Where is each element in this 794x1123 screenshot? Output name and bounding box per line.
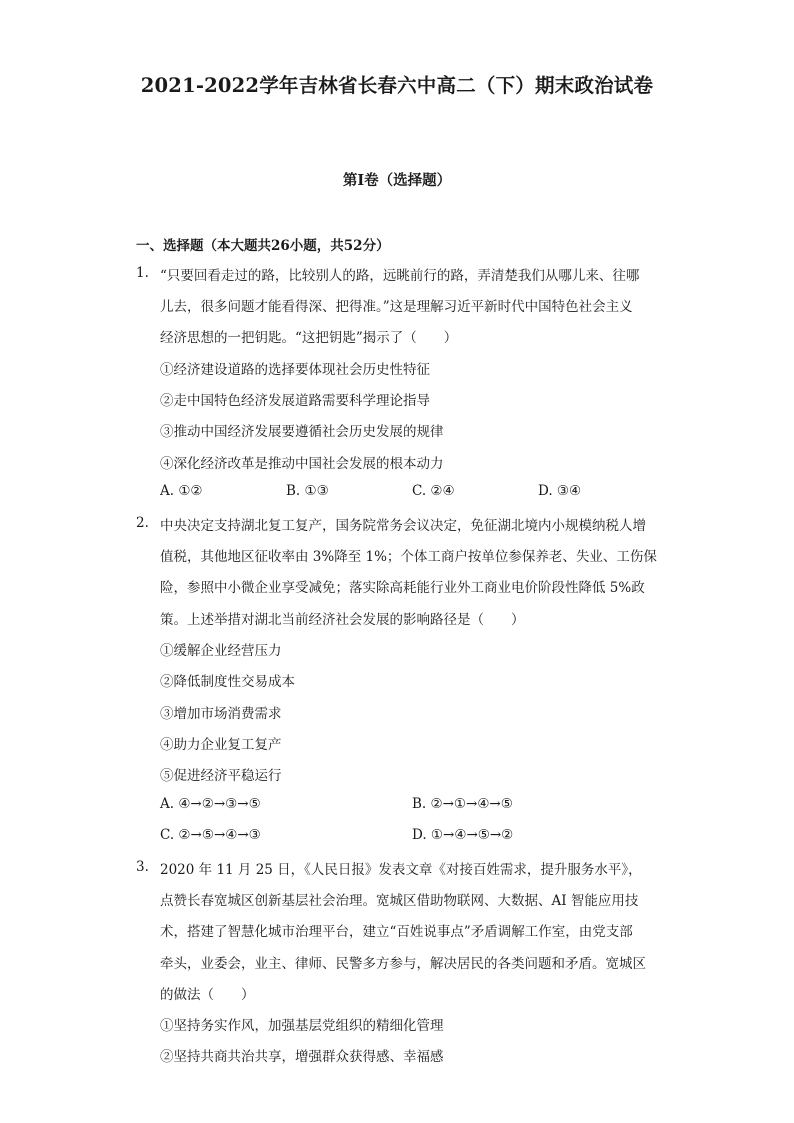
choice-d: D. ①→④→⑤→② [412, 827, 514, 843]
choice-d: D. ③④ [538, 483, 582, 499]
question-stem-line: 险，参照中小微企业享受减免；落实除高耗能行业外工商业电价阶段性降低 5%政 [160, 580, 645, 596]
question-stem-line: 中央决定支持湖北复工复产，国务院常务会议决定，免征湖北境内小规模纳税人增 [160, 518, 646, 534]
statement: ③推动中国经济发展要遵循社会历史发展的规律 [160, 424, 444, 440]
question-stem-line: “只要回看走过的路，比较别人的路，远眺前行的路，弄清楚我们从哪儿来、往哪 [160, 268, 640, 284]
choice-a: A. ④→②→③→⑤ [160, 796, 261, 812]
statement: ⑤促进经济平稳运行 [160, 768, 282, 784]
statement: ①缓解企业经营压力 [160, 643, 282, 659]
statement: ②走中国特色经济发展道路需要科学理论指导 [160, 393, 430, 409]
question-stem-line: 牵头，业委会，业主、律师、民警多方参与，解决居民的各类问题和矛盾。宽城区 [160, 956, 646, 972]
question-stem-line: 术，搭建了智慧化城市治理平台，建立“百姓说事点”矛盾调解工作室，由党支部 [160, 924, 633, 940]
question-number: 3. [136, 859, 149, 875]
question-stem-line: 值税，其他地区征收率由 3%降至 1%；个体工商户按单位参保养老、失业、工伤保 [160, 549, 657, 565]
question-stem-line: 策。上述举措对湖北当前经济社会发展的影响路径是（ ） [160, 612, 525, 628]
choice-c: C. ②→⑤→④→③ [160, 827, 261, 843]
question-stem-line: 点赞长春宽城区创新基层社会治理。宽城区借助物联网、大数据、AI 智能应用技 [160, 893, 639, 909]
statement: ②降低制度性交易成本 [160, 674, 295, 690]
question-stem-line: 2020 年 11 月 25 日，《人民日报》发表文章《对接百姓需求，提升服务水平》， [160, 862, 642, 878]
choice-b: B. ②→①→④→⑤ [412, 796, 513, 812]
part-heading: 一、选择题（本大题共26小题，共52分） [136, 238, 390, 254]
statement: ④深化经济改革是推动中国社会发展的根本动力 [160, 456, 444, 472]
statement: ③增加市场消费需求 [160, 706, 282, 722]
statement: ④助力企业复工复产 [160, 737, 282, 753]
exam-title: 2021-2022学年吉林省长春六中高二（下）期末政治试卷 [140, 74, 654, 97]
question-number: 1. [136, 265, 149, 281]
statement: ②坚持共商共治共享，增强群众获得感、幸福感 [160, 1049, 444, 1065]
choice-b: B. ①③ [286, 483, 329, 499]
question-stem-line: 经济思想的一把钥匙。“这把钥匙”揭示了（ ） [160, 330, 458, 346]
choice-c: C. ②④ [412, 483, 455, 499]
section-title: 第I卷（选择题） [342, 172, 452, 189]
statement: ①经济建设道路的选择要体现社会历史性特征 [160, 362, 430, 378]
statement: ①坚持务实作风，加强基层党组织的精细化管理 [160, 1018, 444, 1034]
choice-a: A. ①② [160, 483, 203, 499]
question-stem-line: 儿去，很多问题才能看得深、把得准。”这是理解习近平新时代中国特色社会主义 [160, 299, 633, 315]
question-stem-line: 的做法（ ） [160, 987, 255, 1003]
question-number: 2. [136, 515, 149, 531]
